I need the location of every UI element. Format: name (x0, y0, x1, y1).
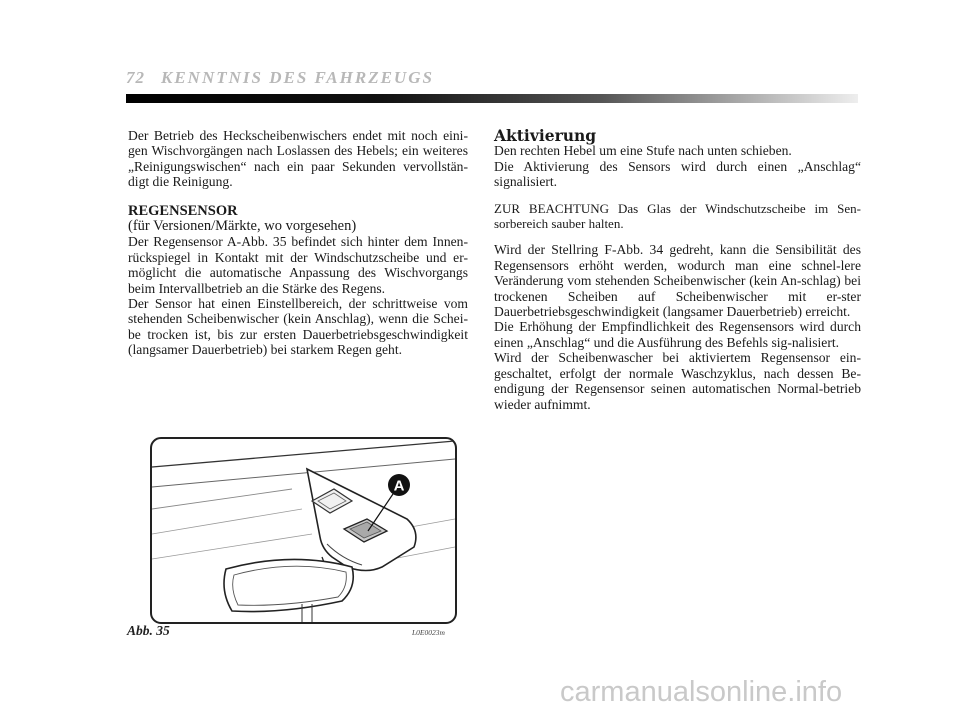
section-title-regensensor: REGENSENSOR (128, 202, 238, 219)
section-title-aktivierung: Aktivierung (494, 126, 597, 145)
note-paragraph: ZUR BEACHTUNG Das Glas der Windschutzscheibe im Sen-sorbereich sauber halten. (494, 200, 861, 232)
page-header (126, 68, 434, 88)
watermark: carmanualsonline.info (560, 676, 843, 708)
right-column (494, 128, 861, 412)
left-column (128, 128, 468, 358)
chapter-title: KENNTNIS DES FAHRZEUGS (161, 68, 434, 87)
aktivierung-paragraph-3: Wird der Stellring F-Abb. 34 gedreht, kann die Sensibilität des Regensensors erhöht werden, wodurch man eine schnel-lere Veränderung vom stehenden Scheibenwischer (kein An-schlag) bei trockenen Scheiben auf Scheibenwischer mit er-ster Dauerbetriebsgeschwindigkeit (langsamer Dauerbetrieb) erreicht. (494, 242, 861, 320)
figure-caption: Abb. 35 (127, 623, 170, 638)
figure-code: L0E0023m (412, 628, 445, 637)
aktivierung-paragraph-4: Die Erhöhung der Empfindlichkeit des Regensensors wird durch einen „Anschlag“ und die Ausführung des Befehls sig-nalisiert. (494, 319, 861, 350)
aktivierung-paragraph-5: Wird der Scheibenwascher bei aktiviertem Regensensor ein-geschaltet, erfolgt der normale Waschzyklus, nach dessen Be-endigung der Regensensor seinen automatischen Normal-betrieb wieder aufnimmt. (494, 350, 861, 412)
intro-paragraph: Der Betrieb des Heckscheibenwischers endet mit noch eini-gen Wischvorgängen nach Loslassen des Hebels; ein weiteres „Reinigungswischen“ nach ein paar Sekunden vervollstän-digt die Reinigung. (128, 128, 468, 190)
figure-rain-sensor (150, 437, 457, 624)
aktivierung-paragraph-2: Die Aktivierung des Sensors wird durch einen „Anschlag“ signalisiert. (494, 158, 861, 190)
aktivierung-paragraph-1: Den rechten Hebel um eine Stufe nach unten schieben. (494, 143, 792, 159)
header-rule (126, 94, 858, 103)
page-number: 72 (126, 68, 145, 87)
rain-sensor-illustration (152, 439, 455, 622)
regensensor-paragraph-1: Der Regensensor A-Abb. 35 befindet sich hinter dem Innen-rückspiegel in Kontakt mit der Windschutzscheibe und er-möglicht die automatische Anpassung des Wischvorgangs beim Intervallbetrieb an die Stärke des Regens. (128, 234, 468, 296)
callout-a-label: A (393, 477, 405, 495)
regensensor-paragraph-2: Der Sensor hat einen Einstellbereich, der schrittweise vom stehenden Scheibenwischer (kein Anschlag), wenn die Schei-be trocken ist, bis zur ersten Dauerbetriebsgeschwindigkeit (langsamer Dauerbetrieb) bei starkem Regen geht. (128, 296, 468, 358)
section-subtitle: (für Versionen/Märkte, wo vorgesehen) (128, 218, 357, 235)
